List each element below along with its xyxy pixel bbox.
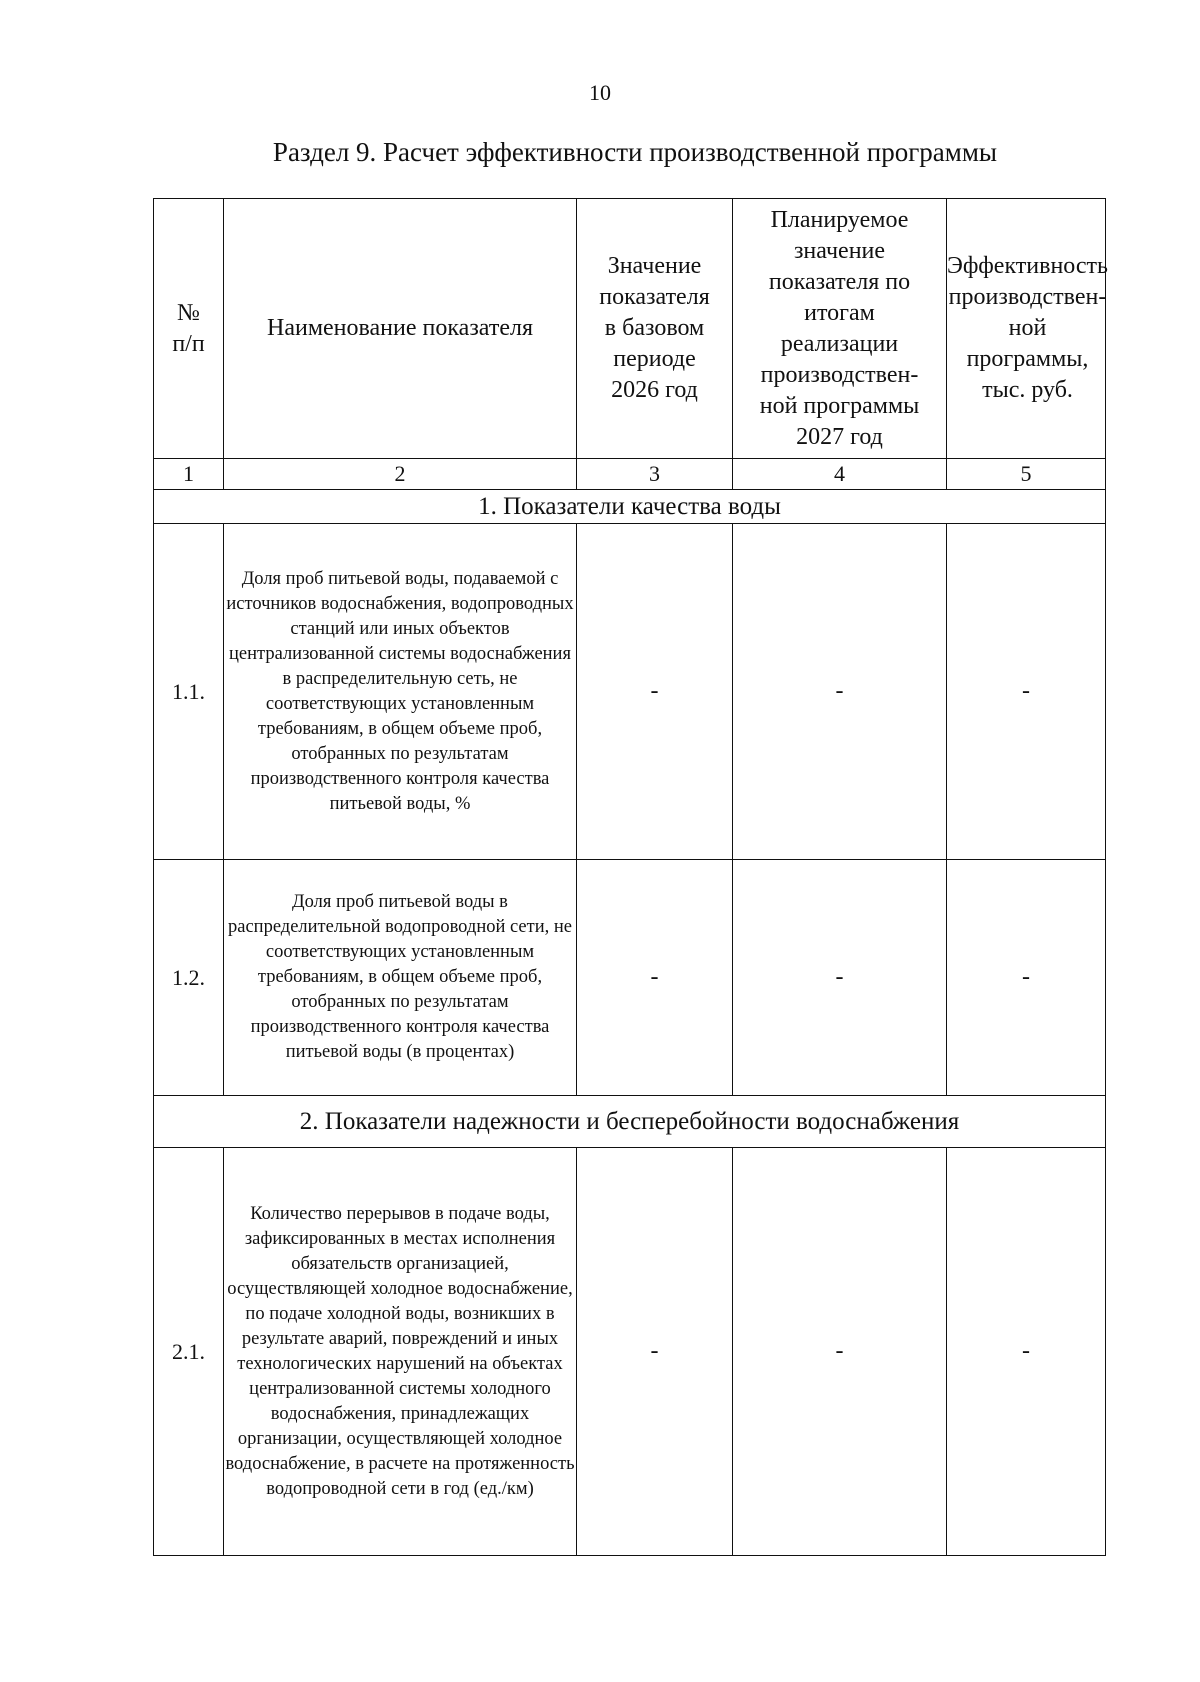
table-row (154, 524, 1106, 860)
page-number: 10 (589, 80, 611, 105)
efficiency-value: - (947, 1148, 1106, 1556)
group-row-reliability (154, 1096, 1106, 1148)
header-planned-value: Планируемое значение показателя по итогам реализации производствен- ной программы 2027 год (733, 199, 947, 459)
row-number: 1.2. (154, 860, 224, 1096)
row-number: 1.1. (154, 524, 224, 860)
header-base-value: Значение показателя в базовом периоде 2026 год (577, 199, 733, 459)
base-value: - (577, 860, 733, 1096)
column-number: 2 (224, 459, 577, 490)
header-number: № п/п (154, 199, 224, 459)
efficiency-value: - (947, 524, 1106, 860)
group-title: 2. Показатели надежности и бесперебойности водоснабжения (154, 1096, 1106, 1148)
indicator-name: Доля проб питьевой воды, подаваемой с источников водоснабжения, водопроводных станций или иных объектов централизованной системы водоснабжения в распределительную сеть, не соответствующих установленным требованиям, в общем объеме проб, отобранных по результатам производственного контроля качества питьевой воды, % (224, 524, 577, 860)
base-value: - (577, 1148, 733, 1556)
column-number: 4 (733, 459, 947, 490)
planned-value: - (733, 1148, 947, 1556)
header-indicator-name: Наименование показателя (224, 199, 577, 459)
table-row (154, 1148, 1106, 1556)
planned-value: - (733, 524, 947, 860)
column-number: 1 (154, 459, 224, 490)
column-number-row (154, 459, 1106, 490)
column-number: 5 (947, 459, 1106, 490)
efficiency-value: - (947, 860, 1106, 1096)
indicator-name: Количество перерывов в подаче воды, зафиксированных в местах исполнения обязательств организацией, осуществляющей холодное водоснабжение, по подаче холодной воды, возникших в результате аварий, повреждений и иных технологических нарушений на объектах централизованной системы холодного водоснабжения, принадлежащих организации, осуществляющей холодное водоснабжение, в расчете на протяженность водопроводной сети в год (ед./км) (224, 1148, 577, 1556)
section-title: Раздел 9. Расчет эффективности производственной программы (272, 137, 998, 167)
group-title: 1. Показатели качества воды (154, 490, 1106, 524)
indicator-name: Доля проб питьевой воды в распределительной водопроводной сети, не соответствующих установленным требованиям, в общем объеме проб, отобранных по результатам производственного контроля качества питьевой воды (в процентах) (224, 860, 577, 1096)
header-efficiency: Эффективность производствен- ной программы, тыс. руб. (947, 199, 1106, 459)
group-row-water-quality (154, 490, 1106, 524)
efficiency-table (153, 198, 1106, 1556)
column-number: 3 (577, 459, 733, 490)
header-row (154, 199, 1106, 459)
planned-value: - (733, 860, 947, 1096)
base-value: - (577, 524, 733, 860)
table-row (154, 860, 1106, 1096)
row-number: 2.1. (154, 1148, 224, 1556)
